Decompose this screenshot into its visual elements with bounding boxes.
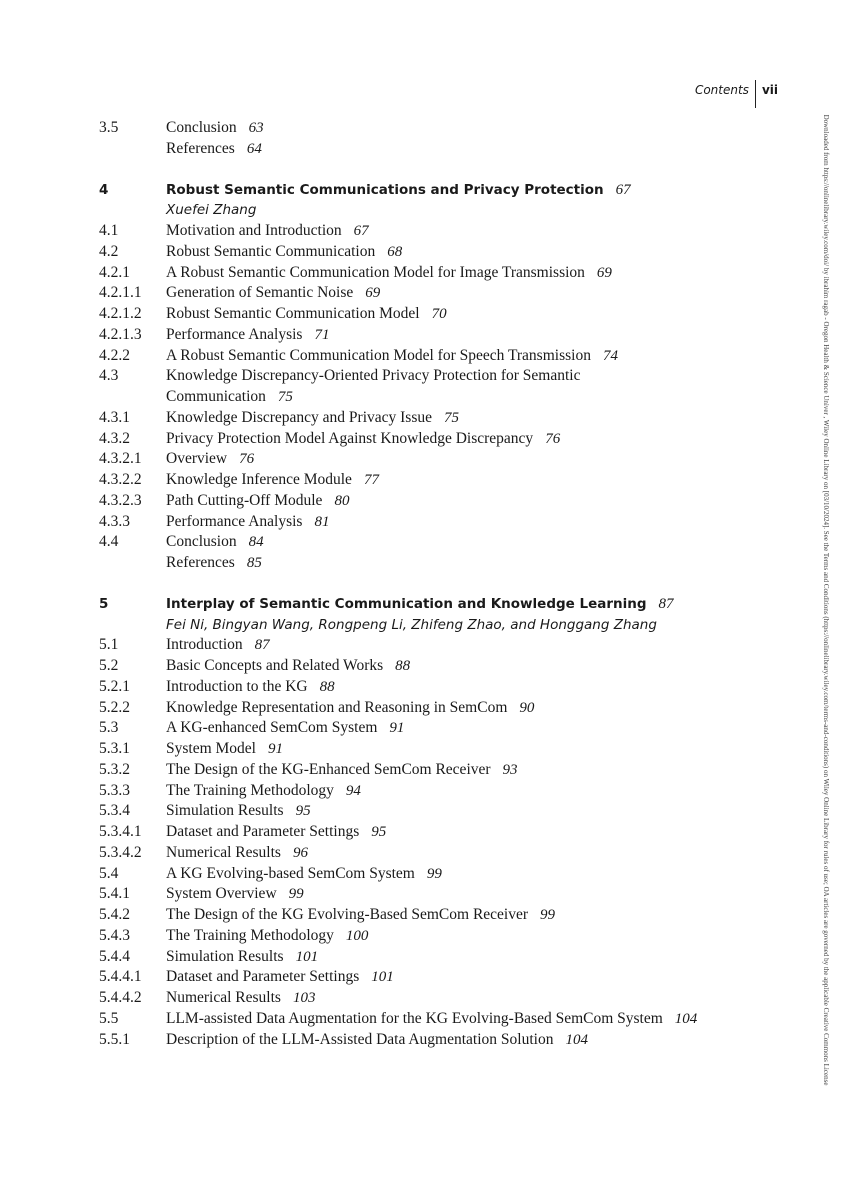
toc-entry-page: 74 xyxy=(602,347,618,364)
toc-entry-body xyxy=(166,346,789,367)
toc-entry-number: 5.4.1 xyxy=(99,885,130,903)
toc-entry-page: 81 xyxy=(314,513,330,530)
toc-entry[interactable] xyxy=(99,864,789,885)
chapter-authors: Fei Ni, Bingyan Wang, Rongpeng Li, Zhifeng Zhao, and Honggang Zhang xyxy=(166,616,657,633)
toc-entry-body xyxy=(166,801,789,822)
toc-entry-number: 5.4 xyxy=(99,864,119,882)
toc-entry-number: 5.3.4 xyxy=(99,802,130,820)
toc-entry-page: 80 xyxy=(334,492,350,509)
toc-entry-number: 5.2.1 xyxy=(99,677,130,695)
toc-entry-body xyxy=(166,449,789,470)
toc-entry-number: 5.4.4 xyxy=(99,947,130,965)
toc-entry-title: Communication xyxy=(166,388,266,405)
toc-entry-body xyxy=(166,408,789,429)
toc-entry[interactable] xyxy=(99,283,789,304)
toc-entry-body xyxy=(166,139,789,160)
toc-entry[interactable] xyxy=(99,532,789,553)
toc-entry-body xyxy=(166,739,789,760)
toc-entry-page: 69 xyxy=(596,264,612,281)
toc-entry-number: 4.3.2.3 xyxy=(99,491,142,509)
toc-entry[interactable] xyxy=(99,366,789,387)
toc-entry-body xyxy=(166,283,789,304)
toc-entry-title: The Design of the KG-Enhanced SemCom Receiver xyxy=(166,760,491,778)
toc-entry[interactable] xyxy=(99,470,789,491)
toc-entry-page: 87 xyxy=(254,637,270,654)
toc-entry-page: 67 xyxy=(615,181,631,198)
toc-entry-page: 75 xyxy=(444,409,459,426)
toc-entry[interactable] xyxy=(99,304,789,325)
toc-entry-title: Performance Analysis xyxy=(166,512,303,530)
table-of-contents xyxy=(99,118,789,1050)
toc-entry-title: A Robust Semantic Communication Model for Speech Transmission xyxy=(166,346,591,364)
toc-entry-page: 96 xyxy=(292,844,308,861)
toc-entry-body xyxy=(166,822,789,843)
running-header-label: Contents xyxy=(694,83,749,97)
toc-entry-body xyxy=(166,926,789,947)
toc-entry-number: 5.3.4.1 xyxy=(99,823,142,840)
toc-chapter-entry[interactable] xyxy=(99,180,789,201)
toc-entry[interactable] xyxy=(99,801,789,822)
toc-author-line xyxy=(99,200,789,221)
toc-entry-number: 5.1 xyxy=(99,636,119,654)
toc-entry-body xyxy=(166,781,789,802)
toc-entry-body xyxy=(166,470,789,491)
toc-entry-page: 88 xyxy=(395,658,411,674)
toc-entry-title: Dataset and Parameter Settings xyxy=(166,823,360,840)
toc-entry[interactable] xyxy=(99,635,789,656)
toc-entry-page: 64 xyxy=(246,140,262,157)
toc-entry-page: 75 xyxy=(277,389,293,405)
toc-entry-page: 84 xyxy=(248,534,264,551)
toc-entry[interactable] xyxy=(99,1030,789,1051)
toc-entry-number: 4.3.1 xyxy=(99,408,130,426)
toc-entry[interactable] xyxy=(99,677,789,698)
toc-entry-number: 5.4.2 xyxy=(99,906,130,923)
toc-entry-number: 5.3 xyxy=(99,719,119,737)
toc-entry-body xyxy=(166,615,789,636)
toc-entry[interactable] xyxy=(99,512,789,533)
page-number: vii xyxy=(761,83,778,97)
toc-entry-number: 5.4.4.1 xyxy=(99,968,142,986)
toc-entry-title: Robust Semantic Communication xyxy=(166,242,376,260)
toc-entry-page: 91 xyxy=(389,720,405,737)
toc-entry-title: The Training Methodology xyxy=(166,781,334,799)
toc-entry-body xyxy=(166,718,789,739)
toc-entry-page: 70 xyxy=(431,306,447,322)
toc-entry-page: 99 xyxy=(540,907,556,923)
toc-entry-page: 90 xyxy=(519,699,535,716)
toc-entry-title: Dataset and Parameter Settings xyxy=(166,968,360,986)
toc-entry-title: System Model xyxy=(166,740,256,757)
toc-entry-title: Numerical Results xyxy=(166,843,281,861)
toc-entry[interactable] xyxy=(99,118,789,139)
toc-entry-page: 71 xyxy=(314,326,330,343)
toc-entry-page: 104 xyxy=(565,1031,588,1048)
toc-entry[interactable] xyxy=(99,926,789,947)
toc-entry-body xyxy=(166,656,789,677)
toc-entry-page: 95 xyxy=(371,824,387,840)
toc-chapter-entry[interactable] xyxy=(99,594,789,615)
download-notice-sidebar: Downloaded from https://onlinelibrary.wiley.com/doi/ by ibrahim ragab - Oregon Health & Science Univer , Wiley Online Library on [03/10/2024]. See the Terms and Conditions (https://onlinelibrary.wiley.com/terms-and-conditions) on Wiley Online Library for rules of use; OA articles are governed by the applicable Creative Commons License xyxy=(822,114,830,1086)
toc-entry-title: Motivation and Introduction xyxy=(166,222,342,239)
toc-entry[interactable] xyxy=(99,760,789,781)
toc-entry-title: Knowledge Inference Module xyxy=(166,471,352,488)
toc-entry-page: 87 xyxy=(658,595,674,612)
toc-entry-number: 5.4.4.2 xyxy=(99,989,142,1006)
toc-entry-number: 5 xyxy=(99,595,109,612)
toc-entry-title: Description of the LLM-Assisted Data Augmentation Solution xyxy=(166,1030,554,1048)
toc-entry-title: Knowledge Discrepancy-Oriented Privacy Protection for Semantic xyxy=(166,367,581,385)
toc-entry-body xyxy=(166,387,789,408)
toc-entry-number: 4.3.2 xyxy=(99,429,130,447)
toc-entry-title: Basic Concepts and Related Works xyxy=(166,657,384,674)
toc-entry-number: 5.2.2 xyxy=(99,698,130,716)
toc-entry-body xyxy=(166,491,789,512)
toc-entry-title: Path Cutting-Off Module xyxy=(166,491,323,509)
toc-entry-body xyxy=(166,180,789,201)
toc-entry[interactable] xyxy=(99,1009,789,1030)
toc-entry-page: 63 xyxy=(248,120,264,136)
toc-entry-number: 4 xyxy=(99,181,109,198)
toc-entry-title: Privacy Protection Model Against Knowledge Discrepancy xyxy=(166,429,534,447)
toc-entry-number xyxy=(99,615,166,636)
toc-entry-title: Knowledge Representation and Reasoning in SemCom xyxy=(166,698,508,716)
toc-entry-page: 103 xyxy=(292,990,316,1006)
toc-entry[interactable] xyxy=(99,718,789,739)
toc-entry-number xyxy=(99,387,166,408)
toc-entry-body xyxy=(166,864,789,885)
toc-entry-body xyxy=(166,221,789,242)
toc-entry-body xyxy=(166,325,789,346)
toc-entry-page: 95 xyxy=(295,803,311,820)
toc-entry-page: 93 xyxy=(502,761,518,778)
toc-entry-title: A Robust Semantic Communication Model for Image Transmission xyxy=(166,263,585,281)
toc-entry-number xyxy=(99,553,166,574)
toc-entry[interactable] xyxy=(99,781,789,802)
toc-entry-body xyxy=(166,967,789,988)
toc-entry[interactable] xyxy=(99,988,789,1009)
toc-entry-page: 77 xyxy=(363,472,379,488)
toc-entry-number: 4.4 xyxy=(99,533,119,551)
toc-entry-number: 4.2.1.1 xyxy=(99,284,142,302)
toc-entry-number: 4.3.2.1 xyxy=(99,450,142,468)
toc-entry-number: 5.3.4.2 xyxy=(99,843,142,861)
toc-entry-body xyxy=(166,635,789,656)
toc-entry-body xyxy=(166,947,789,968)
toc-entry-number: 4.3 xyxy=(99,367,119,385)
toc-entry-title: Simulation Results xyxy=(166,802,284,820)
toc-entry-body xyxy=(166,263,789,284)
toc-entry-number: 5.4.3 xyxy=(99,926,130,944)
toc-entry-body xyxy=(166,553,789,574)
toc-entry-body xyxy=(166,512,789,533)
toc-entry-number: 4.2.2 xyxy=(99,346,130,364)
toc-entry-title: LLM-assisted Data Augmentation for the KG Evolving-Based SemCom System xyxy=(166,1009,663,1027)
toc-entry-number: 4.2.1 xyxy=(99,263,130,281)
toc-entry-number: 4.1 xyxy=(99,222,119,239)
toc-entry-page: 100 xyxy=(345,927,369,944)
toc-entry-number: 4.2.1.2 xyxy=(99,305,142,322)
toc-author-line xyxy=(99,615,789,636)
toc-entry-body xyxy=(166,200,789,221)
running-header xyxy=(695,80,778,108)
toc-entry-title: Conclusion xyxy=(166,119,237,136)
toc-entry-page: 99 xyxy=(288,886,304,903)
toc-entry-number: 4.2.1.3 xyxy=(99,325,142,343)
toc-entry-page: 76 xyxy=(239,451,255,468)
toc-entry[interactable] xyxy=(99,387,789,408)
toc-entry[interactable] xyxy=(99,491,789,512)
toc-entry-number: 3.5 xyxy=(99,119,119,136)
toc-entry[interactable] xyxy=(99,822,789,843)
toc-entry-title: Generation of Semantic Noise xyxy=(166,284,354,302)
toc-entry-title: Robust Semantic Communication Model xyxy=(166,305,420,322)
toc-entry-page: 99 xyxy=(426,865,442,882)
toc-entry[interactable] xyxy=(99,408,789,429)
toc-entry-title: A KG-enhanced SemCom System xyxy=(166,719,378,737)
toc-entry[interactable] xyxy=(99,221,789,242)
toc-entry-body xyxy=(166,366,789,387)
toc-entry[interactable] xyxy=(99,884,789,905)
toc-entry[interactable] xyxy=(99,139,789,160)
toc-entry-number xyxy=(99,139,166,160)
toc-entry-title: Numerical Results xyxy=(166,989,281,1006)
toc-entry-number: 4.3.3 xyxy=(99,512,130,530)
toc-entry-page: 104 xyxy=(674,1010,698,1027)
toc-entry-title: A KG Evolving-based SemCom System xyxy=(166,864,415,882)
toc-entry[interactable] xyxy=(99,429,789,450)
toc-entry-body xyxy=(166,988,789,1009)
toc-entry-body xyxy=(166,760,789,781)
toc-entry-page: 67 xyxy=(353,223,369,239)
toc-entry-title: Knowledge Discrepancy and Privacy Issue xyxy=(166,408,432,426)
toc-entry-title: The Design of the KG Evolving-Based SemCom Receiver xyxy=(166,906,529,923)
toc-entry-page: 69 xyxy=(365,285,381,302)
toc-entry[interactable] xyxy=(99,967,789,988)
toc-entry[interactable] xyxy=(99,553,789,574)
toc-entry-body xyxy=(166,884,789,905)
toc-entry-page: 91 xyxy=(268,741,283,757)
toc-entry-body xyxy=(166,594,789,615)
toc-entry-body xyxy=(166,532,789,553)
toc-entry-title: Introduction to the KG xyxy=(166,677,308,695)
toc-entry[interactable] xyxy=(99,242,789,263)
toc-entry-page: 101 xyxy=(371,969,394,986)
toc-entry-number: 5.3.2 xyxy=(99,760,130,778)
toc-entry-page: 94 xyxy=(345,782,361,799)
toc-entry-title: Conclusion xyxy=(166,533,237,551)
toc-entry[interactable] xyxy=(99,905,789,926)
toc-entry-title: Introduction xyxy=(166,636,243,654)
toc-entry[interactable] xyxy=(99,263,789,284)
toc-entry-body xyxy=(166,1030,789,1051)
toc-entry[interactable] xyxy=(99,449,789,470)
toc-entry-title: References xyxy=(166,139,235,157)
toc-entry-body xyxy=(166,118,789,139)
toc-entry-body xyxy=(166,304,789,325)
toc-entry-number: 4.2 xyxy=(99,242,119,260)
toc-entry-title: Interplay of Semantic Communication and Knowledge Learning xyxy=(166,595,647,612)
toc-entry-title: Simulation Results xyxy=(166,947,284,965)
toc-entry-number: 5.3.3 xyxy=(99,781,130,799)
toc-entry-body xyxy=(166,843,789,864)
toc-entry-page: 68 xyxy=(387,243,403,260)
toc-entry-title: Performance Analysis xyxy=(166,325,303,343)
toc-entry-title: The Training Methodology xyxy=(166,926,334,944)
toc-entry-body xyxy=(166,698,789,719)
toc-entry-number: 5.5.1 xyxy=(99,1030,130,1048)
toc-entry[interactable] xyxy=(99,325,789,346)
toc-entry[interactable] xyxy=(99,739,789,760)
toc-entry-page: 101 xyxy=(295,948,319,965)
toc-entry-title: System Overview xyxy=(166,885,277,903)
toc-entry-number: 5.3.1 xyxy=(99,740,130,757)
toc-entry-page: 76 xyxy=(545,430,561,447)
chapter-authors: Xuefei Zhang xyxy=(166,202,257,219)
toc-entry-page: 88 xyxy=(319,678,335,695)
toc-entry-number: 5.5 xyxy=(99,1009,119,1027)
toc-entry-page: 85 xyxy=(246,555,262,571)
toc-entry-title: Overview xyxy=(166,450,228,468)
toc-entry-body xyxy=(166,429,789,450)
toc-entry-body xyxy=(166,677,789,698)
toc-entry-title: References xyxy=(166,554,235,571)
toc-entry-number: 4.3.2.2 xyxy=(99,471,142,488)
toc-entry[interactable] xyxy=(99,656,789,677)
toc-entry-number: 5.2 xyxy=(99,657,119,674)
toc-entry-body xyxy=(166,1009,789,1030)
toc-entry[interactable] xyxy=(99,843,789,864)
toc-entry-body xyxy=(166,242,789,263)
toc-entry[interactable] xyxy=(99,698,789,719)
toc-entry-number xyxy=(99,200,166,221)
toc-entry[interactable] xyxy=(99,346,789,367)
toc-entry[interactable] xyxy=(99,947,789,968)
toc-entry-title: Robust Semantic Communications and Privacy Protection xyxy=(166,181,604,198)
toc-entry-body xyxy=(166,905,789,926)
